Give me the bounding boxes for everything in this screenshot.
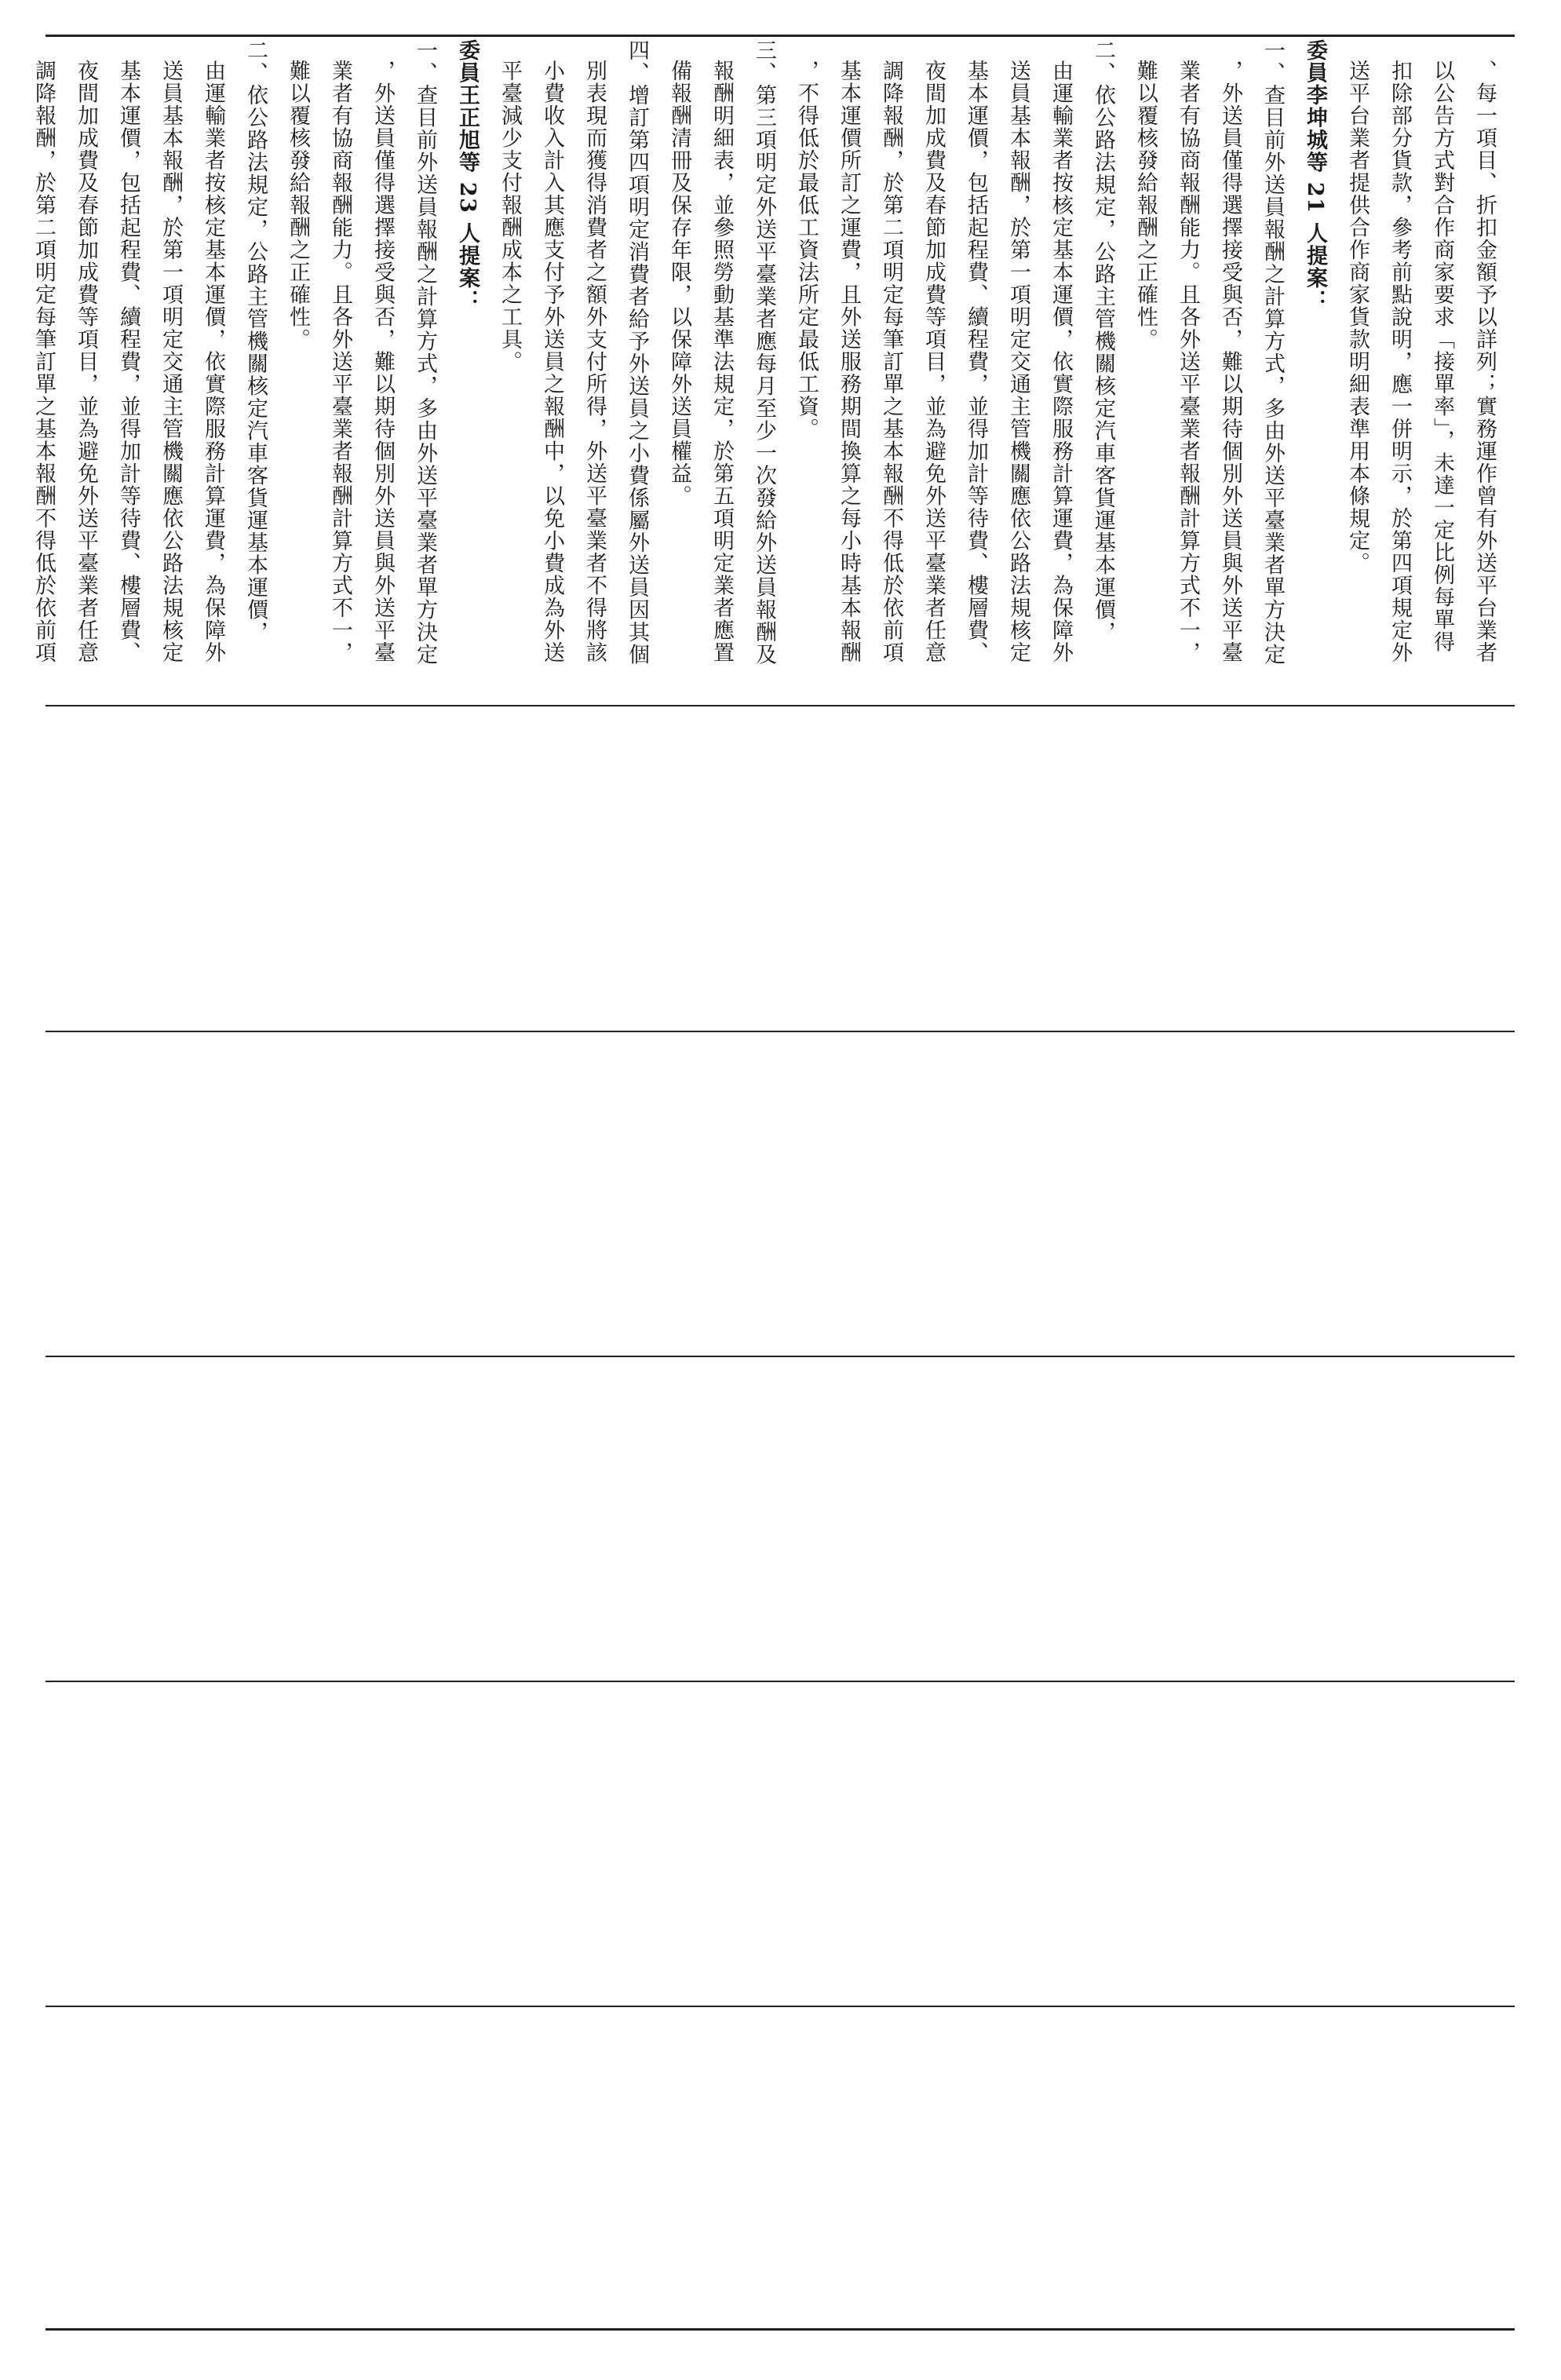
text-column: 送員基本報酬，於第一項明定交通主管機關應依公路法規核定 [159,60,183,664]
text-column: 夜間加成費及春節加成費等項目，並為避免外送平臺業者任意 [74,60,98,664]
text-column: 小費收入計入其應支付予外送員之報酬中，以免小費成為外送 [540,60,564,664]
text-column: 送員基本報酬，於第一項明定交通主管機關應依公路法規核定 [1006,60,1030,664]
text-column: 由運輸業者按核定基本運價，依實際服務計算運費，為保障外 [1049,60,1073,664]
text-column: 難以覆核發給報酬之正確性。 [1133,60,1158,351]
text-column: 四、增訂第四項明定消費者給予外送員之小費係屬外送員因其個 [625,39,649,666]
text-column: 備報酬清冊及保存年限，以保障外送員權益。 [667,60,691,507]
text-column: 、每一項目、折扣金額予以詳列；實務運作曾有外送平台業者 [1472,60,1497,664]
text-column: 報酬明細表，並參照勞動基準法規定，於第五項明定業者應置 [709,60,734,664]
text-column: 送平台業者提供合作商家貨款明細表準用本條規定。 [1345,60,1370,575]
text-column: 業者有協商報酬能力。且各外送平臺業者報酬計算方式不一， [328,60,352,664]
text-column: 由運輸業者按核定基本運價，依實際服務計算運費，為保障外 [201,60,225,664]
text-column: 別表現而獲得消費者之額外支付所得，外送平臺業者不得將該 [582,60,607,664]
empty-row-4 [46,1682,1515,2004]
text-column: 基本運價，包括起程費、續程費，並得加計等待費、樓層費、 [964,60,988,664]
top-border [46,35,1515,37]
proposal-heading: 委員李坤城等 21 人提案： [1303,39,1327,312]
text-column: 平臺減少支付報酬成本之工具。 [498,60,522,373]
empty-row-3 [46,1357,1515,1679]
text-column: 一、查目前外送員報酬之計算方式，多由外送平臺業者單方決定 [1260,39,1285,666]
empty-row-5 [46,2007,1515,2326]
text-column: 業者有協商報酬能力。且各外送平臺業者報酬計算方式不一， [1176,60,1200,664]
text-column: 三、第三項明定外送平臺業者應每月至少一次發給外送員報酬及 [752,39,776,666]
text-column: 調降報酬，於第二項明定每筆訂單之基本報酬不得低於依前項 [879,60,903,664]
bottom-border [46,2328,1515,2331]
explanation-text-block [31,39,1513,700]
empty-row-2 [46,1032,1515,1354]
proposal-heading: 委員王正旭等 23 人提案： [455,39,480,312]
text-column: 夜間加成費及春節加成費等項目，並為避免外送平臺業者任意 [921,60,946,664]
empty-row-1 [46,706,1515,1030]
text-column: ，不得低於最低工資法所定最低工資。 [794,60,819,440]
text-column: 二、依公路法規定，公路主管機關核定汽車客貨運基本運價， [1091,39,1115,644]
text-column: 一、查目前外送員報酬之計算方式，多由外送平臺業者單方決定 [413,39,437,666]
text-column: 基本運價，包括起程費、續程費，並得加計等待費、樓層費、 [116,60,140,664]
text-column: 調降報酬，於第二項明定每筆訂單之基本報酬不得低於依前項 [31,60,56,664]
text-column: ，外送員僅得選擇接受與否，難以期待個別外送員與外送平臺 [1218,60,1242,664]
text-column: 二、依公路法規定，公路主管機關核定汽車客貨運基本運價， [243,39,268,644]
text-column: 以公告方式對合作商家要求「接單率」，未達一定比例每單得 [1430,60,1454,653]
text-column: 扣除部分貨款，參考前點說明，應一併明示，於第四項規定外 [1388,60,1412,664]
text-column: ，外送員僅得選擇接受與否，難以期待個別外送員與外送平臺 [370,60,395,664]
text-column: 難以覆核發給報酬之正確性。 [286,60,310,351]
text-column: 基本運價所訂之運費，且外送服務期間換算之每小時基本報酬 [837,60,861,664]
